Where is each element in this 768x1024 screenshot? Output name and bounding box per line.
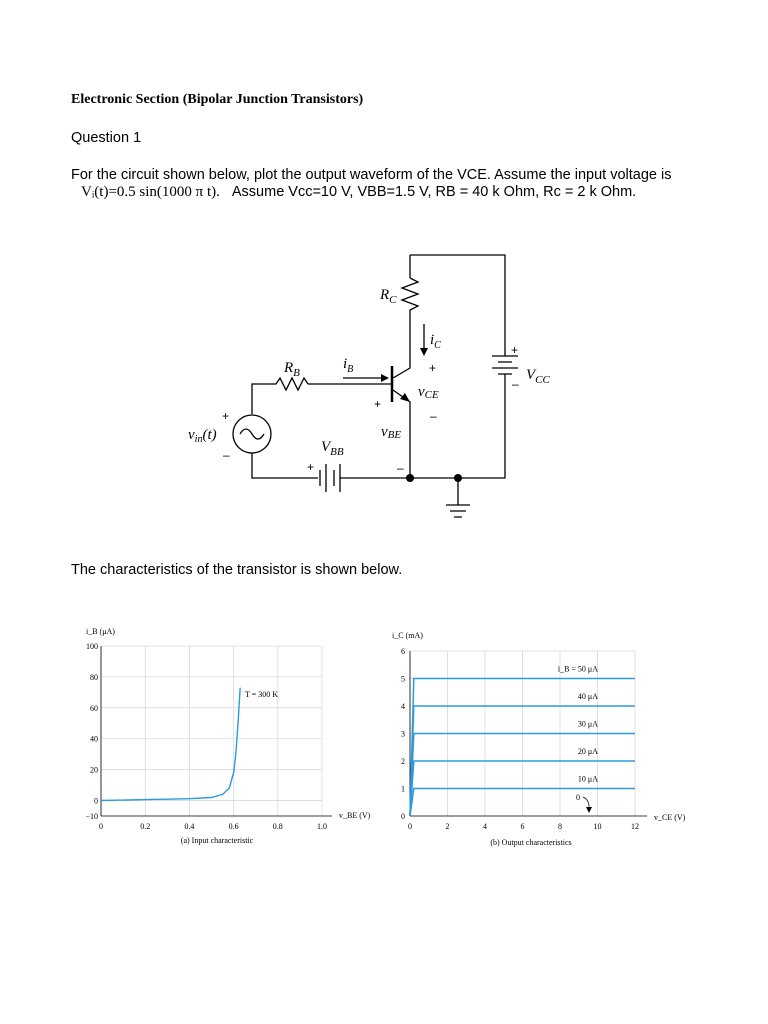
x-tick-label: 4 [483,822,487,831]
temperature-annotation: T = 300 K [245,690,279,699]
rb-resistor [252,378,308,414]
x-axis-label: v_BE (V) [339,811,371,820]
rb-label: $R_B$ [284,360,300,379]
curve-label: 0 [576,793,580,802]
circuit-diagram [233,255,518,517]
x-axis-label: v_CE (V) [654,813,686,822]
ac-source-sine [240,429,264,439]
vin-label: $v_{in}(t)$ [188,427,217,445]
x-tick-label: 0 [99,822,103,831]
curve-label: 20 μA [577,747,598,756]
circuit-polarity [222,343,519,475]
x-tick-label: 8 [558,822,562,831]
y-tick-label: −10 [85,812,98,821]
input-voltage-equation: Vᵢ(t)=0.5 sin(1000 π t). [81,184,220,200]
y-axis-label: i_B (μA) [86,627,115,636]
section-heading: Electronic Section (Bipolar Junction Transistors) [71,92,364,107]
curve-label: 40 μA [577,692,598,701]
rc-label: $R_C$ [380,287,397,306]
junction-node-ground [454,474,462,482]
ib-vbe-curve [101,688,240,801]
y-tick-label: 20 [90,765,98,775]
vcc-minus: – [512,377,519,391]
y-tick-label: 2 [401,757,405,766]
x-tick-label: 2 [445,822,450,831]
y-axis-label: i_C (mA) [392,631,423,640]
curve-label: i_B = 50 μA [557,664,598,674]
vbb-plus: + [307,460,315,474]
x-tick-label: 1.0 [317,822,327,831]
x-tick-label: 0.8 [272,822,283,831]
characteristics-text: The characteristics of the transistor is shown below. [71,562,403,578]
vce-minus: – [430,409,437,423]
y-tick-label: 5 [401,674,405,684]
vce-plus: + [429,361,437,375]
ground-symbol [446,505,470,517]
vbe-label: vBE [381,424,402,441]
y-tick-label: 60 [90,703,98,713]
vbb-battery-plates [320,464,340,492]
ib-label: $i_B$ [343,356,354,375]
ib-arrowhead [381,374,389,382]
x-tick-label: 0.6 [228,822,239,831]
vin-plus: + [222,409,230,423]
circuit-labels [188,287,551,458]
y-tick-label: 1 [401,784,405,794]
vcc-label: $V_{CC}$ [526,367,550,386]
vbb-label: $V_{BB}$ [321,439,344,458]
emitter-arrowhead [400,393,410,402]
x-tick-label: 10 [593,822,602,831]
curve-label: 10 μA [577,774,598,784]
rc-resistor [402,278,418,355]
ic-arrowhead [420,348,428,356]
chart-caption: (b) Output characteristics [490,838,572,847]
y-tick-label: 100 [86,642,98,651]
vce-label: vCE [418,384,439,401]
vcc-plus: + [511,343,519,357]
y-tick-label: 3 [401,729,405,739]
ic-label: $i_C$ [430,332,441,351]
y-tick-label: 80 [90,672,98,682]
zero-curve-pointer-head [586,807,592,813]
y-tick-label: 6 [401,647,405,656]
x-tick-label: 0.2 [140,822,151,831]
x-tick-label: 0 [408,822,412,831]
vbe-minus: – [397,461,404,475]
vin-minus: – [223,448,230,462]
x-tick-label: 0.4 [184,822,195,831]
vbe-plus: + [374,397,382,411]
collector-lead [393,355,410,378]
chart-caption: (a) Input characteristic [180,836,254,845]
prompt-line-1: For the circuit shown below, plot the output waveform of the VCE. Assume the input voltage is [71,167,672,183]
output-characteristics-chart [392,631,686,847]
question-label: Question 1 [71,130,142,146]
y-tick-label: 0 [94,796,98,806]
x-tick-label: 12 [631,822,639,831]
y-tick-label: 40 [90,734,98,744]
junction-node-emitter [406,474,414,482]
y-tick-label: 0 [401,812,405,821]
input-characteristic-chart [85,627,370,845]
curve-label: 30 μA [577,719,598,729]
y-tick-label: 4 [401,702,405,711]
x-tick-label: 6 [520,822,525,831]
prompt-assumptions: Assume Vcc=10 V, VBB=1.5 V, RB = 40 k Ohm, Rc = 2 k Ohm. [231,184,637,200]
